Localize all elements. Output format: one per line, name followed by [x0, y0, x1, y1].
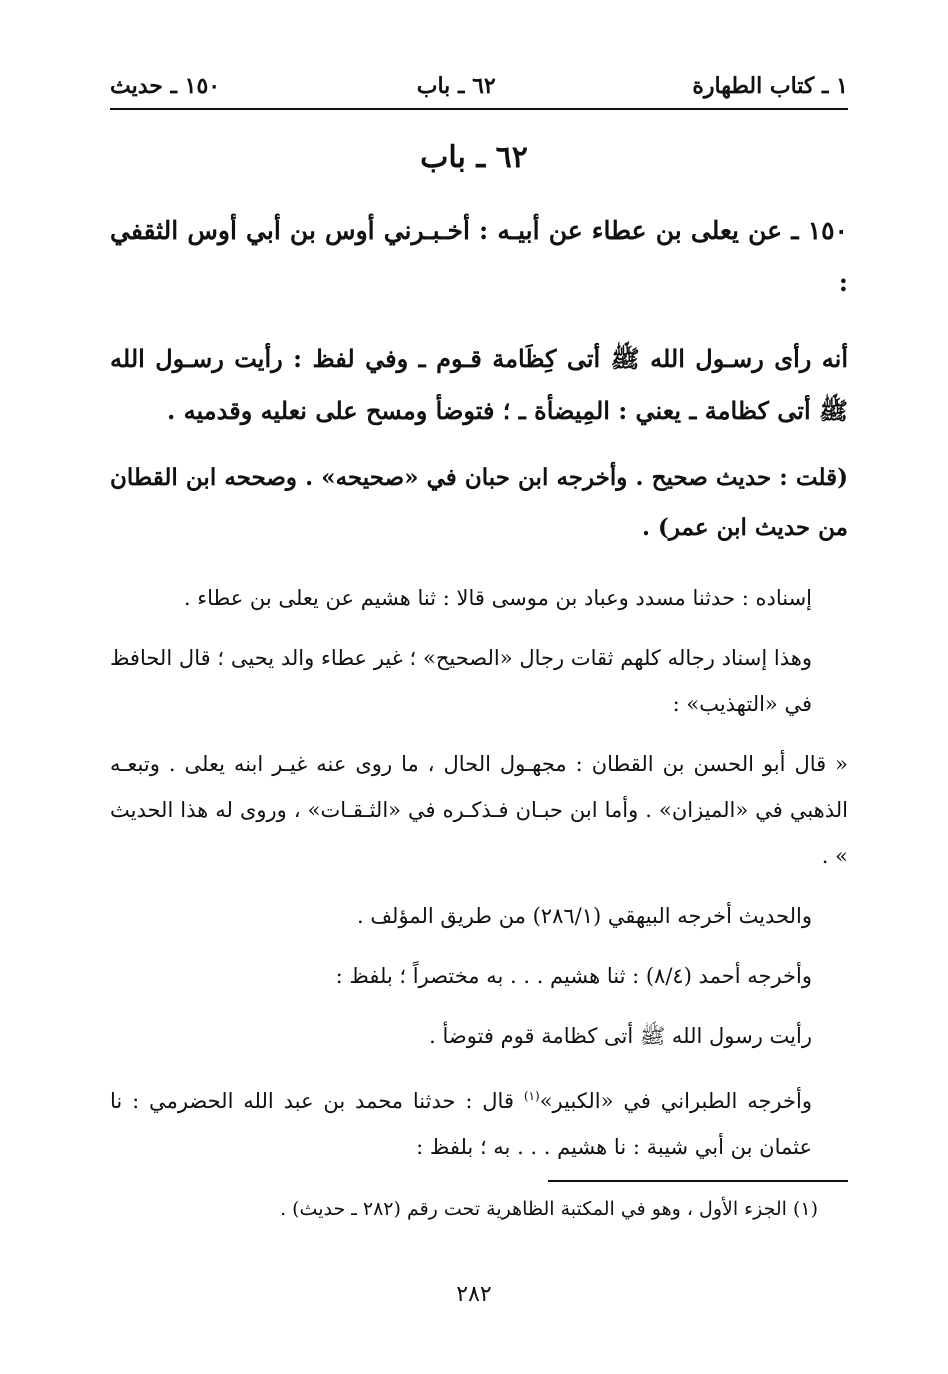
footnote-divider	[548, 1180, 848, 1182]
commentary-paragraph-1: وهذا إسناد رجاله كلهم ثقات رجال «الصحيح» ؛ غير عطاء والد يحيى ؛ قال الحافظ في «التهذيب» :	[110, 646, 812, 716]
chapter-title: ٦٢ ـ باب	[420, 140, 528, 175]
commentary-paragraph-5: رأيت رسول الله ﷺ أتى كظامة قوم فتوضأ .	[429, 1024, 812, 1048]
commentary-paragraph-4: وأخرجه أحمد (٨/٤) : ثنا هشيم . . . به مختصراً ؛ بلفظ :	[335, 964, 812, 988]
page-number: ٢٨٢	[456, 1282, 492, 1307]
paragraph-6-end: قال : حدثنا محمد بن عبد الله الحضرمي : نا عثمان بن أبي شيبة : نا هشيم . . . به ؛ بلفظ :	[110, 1089, 812, 1159]
hadith-text: أنه رأى رسـول الله ﷺ أتى كِظَامة قـوم ـ وفي لفظ : رأيت رسـول الله ﷺ أتى كظامة ـ يعني : المِيضأة ـ ؛ فتوضأ ومسح على نعليه وقدميه .	[110, 344, 848, 425]
header-hadith: ١٥٠ ـ حديث	[110, 73, 221, 99]
footnote-reference[interactable]: (١)	[523, 1089, 540, 1103]
commentary-paragraph-3: والحديث أخرجه البيهقي (٢٨٦/١) من طريق المؤلف .	[356, 904, 812, 928]
header-chapter: ٦٢ ـ باب	[416, 73, 496, 99]
hadith-heading	[110, 205, 848, 309]
paragraph-6-start: وأخرجه الطبراني في «الكبير»	[539, 1089, 812, 1113]
header-book: ١ ـ كتاب الطهارة	[692, 73, 848, 99]
header-divider	[110, 108, 848, 110]
commentary-paragraph-6	[110, 1073, 848, 1170]
hadith-number: ١٥٠ ـ	[791, 216, 848, 245]
running-header	[110, 68, 848, 104]
isnad-paragraph: إسناده : حدثنا مسدد وعباد بن موسى قالا : ثنا هشيم عن يعلى بن عطاء .	[183, 586, 812, 610]
grading-note: (قلت : حديث صحيح . وأخرجه ابن حبان في «صحيحه» . وصححه ابن القطان من حديث ابن عمر) .	[110, 464, 848, 541]
hadith-chain: عن يعلى بن عطاء عن أبيـه : أخـبـرني أوس بن أبي أوس الثقفي :	[110, 216, 848, 297]
commentary-paragraph-2: « قال أبو الحسن بن القطان : مجهـول الحال ، ما روى عنه غيـر ابنه يعلى . وتبعـه الذهبي في «الميزان» . وأما ابن حبـان فـذكـره في «الثـقـات» ، وروى له هذا الحديث » .	[110, 752, 849, 868]
page-body	[110, 205, 848, 1184]
footnote: (١) الجزء الأول ، وهو في المكتبة الظاهرية تحت رقم (٢٨٢ ـ حديث) .	[280, 1198, 818, 1220]
